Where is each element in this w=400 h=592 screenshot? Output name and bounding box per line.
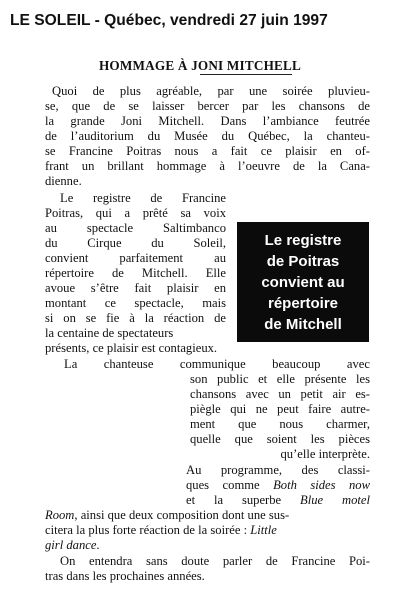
article-line: son public et elle présente les: [190, 372, 370, 386]
article-line: si on se fie à la réaction de: [45, 311, 226, 325]
article-line: Poitras, qui a prêté sa voix: [45, 206, 226, 220]
article-line: de l’auditorium du Musée du Québec, la chanteu-: [45, 129, 370, 143]
article-text: et la superbe: [186, 493, 301, 507]
article-line: [45, 523, 370, 538]
article-line: tras dans les prochaines années.: [45, 569, 205, 583]
article-line: On entendra sans doute parler de Francine Poi-: [60, 554, 370, 568]
song-title: Both sides now: [273, 478, 370, 492]
article-line: qu’elle interprète.: [280, 447, 370, 461]
article-line: Quoi de plus agréable, par une soirée pluvieu-: [52, 84, 370, 98]
pull-quote-line: convient au: [261, 273, 345, 291]
article-line: se, que de se laisser bercer par les chansons de: [45, 99, 370, 113]
pull-quote-line: répertoire: [267, 294, 339, 312]
article-text: , ainsi que deux composition dont une sus-: [74, 508, 290, 522]
song-title: Room: [45, 508, 75, 522]
article-line: [45, 508, 370, 523]
article-line: piègle qui ne peut faire autre-: [190, 402, 370, 416]
song-title: girl dance: [45, 538, 97, 552]
article-line: frant un brillant hommage à l’oeuvre de la Cana-: [45, 159, 370, 173]
article-line: montant ce spectacle, mais: [45, 296, 226, 310]
newspaper-header: LE SOLEIL - Québec, vendredi 27 juin 1997: [10, 12, 328, 29]
article-text: ques comme: [186, 478, 274, 492]
article-line: convient parfaitement au: [45, 251, 226, 265]
pull-quote-line: Le registre: [264, 231, 342, 249]
article-text: .: [96, 538, 100, 552]
article-line: La chanteuse communique beaucoup avec: [64, 357, 370, 371]
title-underline: [200, 74, 292, 75]
article-line: ment que nous charmer,: [190, 417, 370, 431]
pull-quote-line: de Poitras: [266, 252, 340, 270]
article-line: [45, 538, 245, 553]
article-line: Au programme, des classi-: [186, 463, 370, 477]
article-line: avoue s’être fait plaisir en: [45, 281, 226, 295]
song-title: Blue motel: [300, 493, 370, 507]
article-line: du Cirque du Soleil,: [45, 236, 226, 250]
pull-quote: [237, 222, 369, 342]
article-line: au spectacle Saltimbanco: [45, 221, 226, 235]
article-line: quelle que soient les pièces: [190, 432, 370, 446]
article-line: Le registre de Francine: [60, 191, 226, 205]
article-line: se Francine Poitras nous a fait ce plaisir en of-: [45, 144, 370, 158]
article-line: la centaine de spectateurs: [45, 326, 174, 340]
article-text: citera la plus forte réaction de la soirée :: [45, 523, 251, 537]
article-title: HOMMAGE À JONI MITCHELL: [98, 58, 302, 73]
article-line: chansons avec un petit air es-: [190, 387, 370, 401]
song-title: Little: [250, 523, 277, 537]
article-line: la grande Joni Mitchell. Dans l’ambiance feutrée: [45, 114, 370, 128]
article-line: [186, 478, 370, 493]
article-line: présents, ce plaisir est contagieux.: [45, 341, 218, 355]
article-line: [186, 493, 370, 508]
article-line: répertoire de Mitchell. Elle: [45, 266, 226, 280]
article-line: dienne.: [45, 174, 82, 188]
pull-quote-line: de Mitchell: [264, 315, 342, 333]
